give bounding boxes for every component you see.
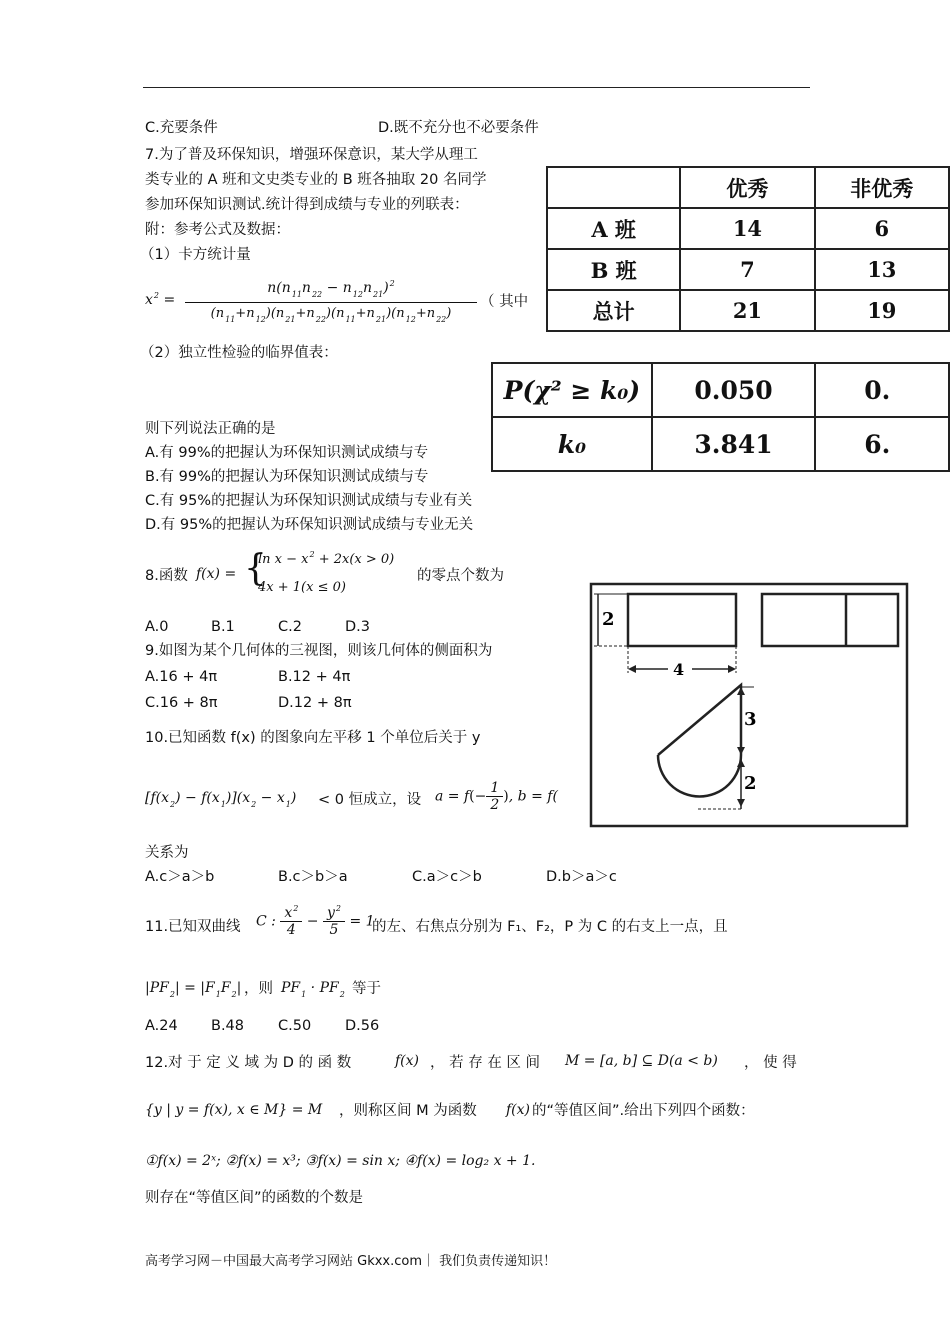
critical-value-table [491, 362, 950, 472]
q8-case1: $\ln x - x^2 + 2x(x > 0)$ [258, 550, 395, 567]
table-cell: 13 [815, 249, 949, 290]
table-row [547, 249, 949, 290]
q8-prefix: 8.函数 [145, 568, 188, 584]
q9-stem: 9.如图为某个几何体的三视图，则该几何体的侧面积为 [145, 643, 493, 659]
dim-label: 4 [673, 660, 685, 679]
q10-option-b: B.c＞b＞a [278, 869, 348, 885]
q10-option-d: D.b＞a＞c [546, 869, 617, 885]
q8-option-c: C.2 [278, 619, 302, 635]
q7-line1: 7.为了普及环保知识，增强环保意识，某大学从理工 [145, 147, 478, 163]
q12-line4: 则存在“等值区间”的函数的个数是 [145, 1190, 364, 1206]
table-row [492, 417, 949, 471]
q11-option-a: A.24 [145, 1018, 178, 1034]
q11-product: $PF_1 \cdot PF_2$ [281, 980, 345, 999]
chi-square-formula: $x^2$ = $n(n_{11}n_{22} - n_{12}n_{21})^2$ $(n_{11}+n_{12})(n_{21}+n_{22})(n_{11}+n_{21})(n_{12}+n_{22})$ [145, 280, 475, 340]
option-c-prev: C.充要条件 [145, 120, 218, 136]
table-cell: 21 [680, 290, 814, 331]
q10-line2: < 0 恒成立，设 [318, 792, 422, 808]
formula-note: （ 其中 [480, 294, 529, 310]
table-cell: A 班 [547, 208, 680, 249]
q7-option-a: A.有 99%的把握认为环保知识测试成绩与专 [145, 445, 429, 461]
q12-line1c: ， 使 得 [744, 1055, 797, 1071]
q11-prefix: 11.已知双曲线 [145, 919, 241, 935]
q10-line1: 10.已知函数 f(x) 的图象向左平移 1 个单位后关于 y [145, 730, 481, 746]
three-view-figure [588, 575, 910, 830]
table-cell: 7 [680, 249, 814, 290]
table-cell: 6. [815, 417, 949, 471]
page-footer: 高考学习网－中国最大高考学习网站 Gkxx.com｜ 我们负责传递知识！ [145, 1254, 557, 1269]
table-cell: P(χ² ≥ k₀) [492, 363, 652, 417]
q10-line3: 关系为 [145, 845, 189, 861]
q12-fx: f(x) [395, 1053, 420, 1069]
table-row [492, 363, 949, 417]
table-cell: 0.050 [652, 363, 815, 417]
option-d-prev: D.既不充分也不必要条件 [378, 120, 539, 136]
dim-label: 2 [744, 773, 757, 794]
q11-option-c: C.50 [278, 1018, 312, 1034]
table-cell: 6 [815, 208, 949, 249]
table-row [547, 290, 949, 331]
q12-set: {y | y = f(x), x ∈ M} = M [145, 1102, 323, 1118]
table-cell: k₀ [492, 417, 652, 471]
table-cell: 非优秀 [815, 167, 949, 208]
table-cell: 优秀 [680, 167, 814, 208]
q9-option-b: B.12 + 4π [278, 669, 351, 685]
table-cell: 14 [680, 208, 814, 249]
dim-label: 3 [744, 709, 757, 730]
table-cell: B 班 [547, 249, 680, 290]
q7-line6: （2）独立性检验的临界值表： [140, 345, 338, 361]
q12-functions: ①f(x) = 2ˣ; ②f(x) = x³; ③f(x) = sin x; ④f(x) = log₂ x + 1. [145, 1153, 536, 1169]
q10-values: a = f(− $\frac{1}{2}$ ), b = f( [435, 780, 558, 813]
q9-option-d: D.12 + 8π [278, 695, 352, 711]
q7-option-d: D.有 95%的把握认为环保知识测试成绩与专业无关 [145, 517, 474, 533]
q10-option-c: C.a＞c＞b [412, 869, 482, 885]
table-cell: 总计 [547, 290, 680, 331]
header-rule [143, 87, 810, 88]
q8-case2: 4x + 1(x ≤ 0) [258, 580, 346, 595]
q12-interval: M = [a, b] ⊆ D(a < b) [565, 1053, 718, 1069]
q11-option-b: B.48 [211, 1018, 245, 1034]
q7-line5: （1）卡方统计量 [140, 247, 251, 263]
table-cell [547, 167, 680, 208]
q11-line2: ，则 [244, 981, 273, 997]
table-cell: 0. [815, 363, 949, 417]
q9-option-a: A.16 + 4π [145, 669, 218, 685]
q7-line2: 类专业的 A 班和文史类专业的 B 班各抽取 20 名同学 [145, 172, 487, 188]
q11-line1: 的左、右焦点分别为 F₁、F₂，P 为 C 的右支上一点，且 [372, 919, 728, 935]
q8-option-a: A.0 [145, 619, 169, 635]
q10-option-a: A.c＞a＞b [145, 869, 215, 885]
q12-line2b: 的“等值区间”.给出下列四个函数： [532, 1103, 755, 1119]
q8-brace: { [244, 548, 267, 589]
q7-line7: 则下列说法正确的是 [145, 421, 276, 437]
q8-option-b: B.1 [211, 619, 235, 635]
q8-function: f(x) = [196, 566, 237, 582]
q11-equals: 等于 [352, 981, 381, 997]
q12-line1b: ， 若 存 在 区 间 [430, 1055, 541, 1071]
q7-option-c: C.有 95%的把握认为环保知识测试成绩与专业有关 [145, 493, 473, 509]
q11-condition: $|PF_2| = |F_1F_2|$ [145, 980, 242, 999]
q11-option-d: D.56 [345, 1018, 380, 1034]
q8-suffix: 的零点个数为 [417, 568, 504, 584]
q11-hyperbola: C : $\frac{x^2}{4}$ − $\frac{y^2}{5}$ = 1 [256, 904, 375, 938]
q7-line4: 附：参考公式及数据： [145, 222, 290, 238]
contingency-table [546, 166, 950, 332]
q9-option-c: C.16 + 8π [145, 695, 218, 711]
q8-option-d: D.3 [345, 619, 370, 635]
table-cell: 19 [815, 290, 949, 331]
table-cell: 3.841 [652, 417, 815, 471]
q12-fx2: f(x) [506, 1102, 531, 1118]
table-row [547, 208, 949, 249]
q12-line2: ，则称区间 M 为函数 [339, 1103, 477, 1119]
dim-label: 2 [602, 609, 615, 630]
q12-line1a: 12.对 于 定 义 域 为 D 的 函 数 [145, 1055, 352, 1071]
q7-option-b: B.有 99%的把握认为环保知识测试成绩与专 [145, 469, 429, 485]
q10-inequality: $[f(x_2) - f(x_1)](x_2 - x_1)$ [145, 790, 297, 809]
q7-line3: 参加环保知识测试.统计得到成绩与专业的列联表： [145, 197, 469, 213]
table-row [547, 167, 949, 208]
